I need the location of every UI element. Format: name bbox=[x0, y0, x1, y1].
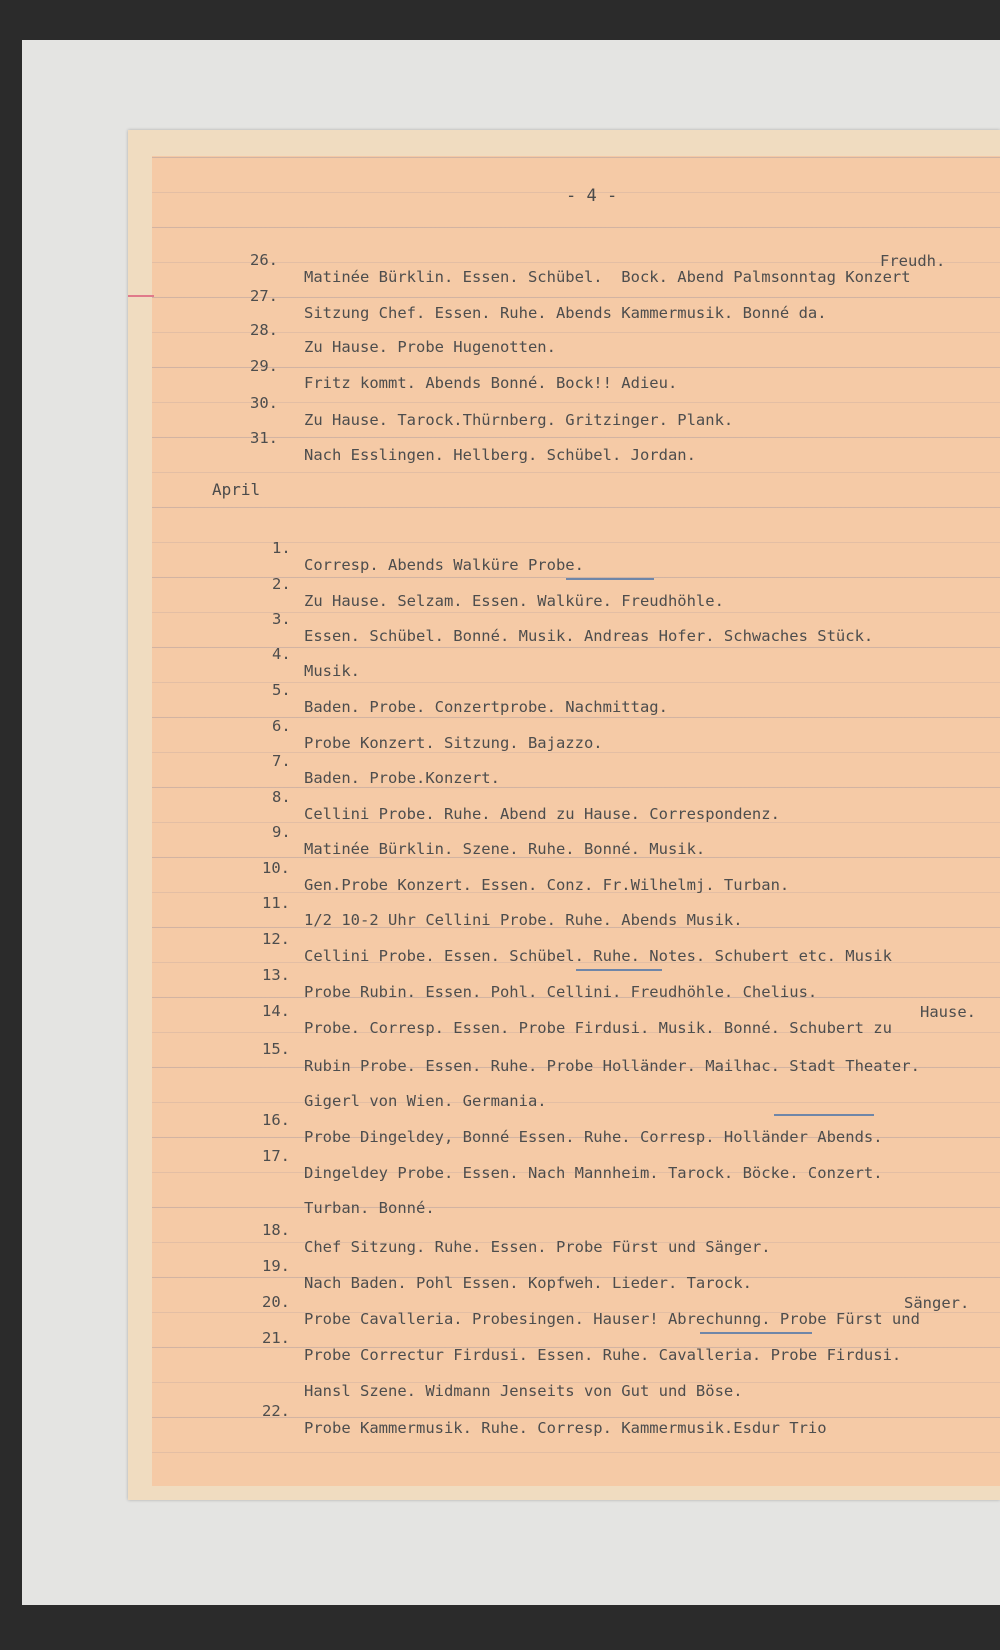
entry-text: Chef Sitzung. Ruhe. Essen. Probe Fürst und Sänger. bbox=[304, 1238, 771, 1256]
entry-number: 30. bbox=[250, 394, 278, 412]
entry-text: Zu Hause. Probe Hugenotten. bbox=[304, 338, 556, 356]
entry-number: 19. bbox=[262, 1257, 290, 1275]
entry-text: Probe Correctur Firdusi. Essen. Ruhe. Cavalleria. Probe Firdusi. bbox=[304, 1346, 902, 1364]
entry-number: 3. bbox=[272, 610, 291, 628]
entry-continuation: Freudh. bbox=[880, 252, 946, 270]
entry-number: 22. bbox=[262, 1402, 290, 1420]
entry-number: 21. bbox=[262, 1329, 290, 1347]
entry-number: 9. bbox=[272, 823, 291, 841]
entry-text: Zu Hause. Tarock.Thürnberg. Gritzinger. Plank. bbox=[304, 411, 734, 429]
entry-number: 7. bbox=[272, 752, 291, 770]
underline-mark bbox=[700, 1332, 812, 1334]
entry-number: 31. bbox=[250, 429, 278, 447]
entry-text: Zu Hause. Selzam. Essen. Walküre. Freudhöhle. bbox=[304, 592, 724, 610]
entry-number: 18. bbox=[262, 1221, 290, 1239]
entry-text: Essen. Schübel. Bonné. Musik. Andreas Hofer. Schwaches Stück. bbox=[304, 627, 874, 645]
entry-number: 13. bbox=[262, 966, 290, 984]
entry-number: 6. bbox=[272, 717, 291, 735]
underline-mark bbox=[566, 578, 654, 580]
entry-number: 8. bbox=[272, 788, 291, 806]
entry-number: 27. bbox=[250, 287, 278, 305]
entry-text: Probe Kammermusik. Ruhe. Corresp. Kammermusik.Esdur Trio bbox=[304, 1419, 827, 1437]
entry-text: Turban. Bonné. bbox=[304, 1199, 435, 1217]
entry-number: 10. bbox=[262, 859, 290, 877]
entry-text: Probe Dingeldey, Bonné Essen. Ruhe. Corresp. Holländer Abends. bbox=[304, 1128, 883, 1146]
entry-number: 29. bbox=[250, 357, 278, 375]
entry-text: Musik. bbox=[304, 662, 360, 680]
entry-number: 15. bbox=[262, 1040, 290, 1058]
entry-text: Probe Konzert. Sitzung. Bajazzo. bbox=[304, 734, 603, 752]
diary-entry bbox=[250, 235, 990, 286]
entry-text: Gen.Probe Konzert. Essen. Conz. Fr.Wilhelmj. Turban. bbox=[304, 876, 790, 894]
entry-text: Nach Baden. Pohl Essen. Kopfweh. Lieder. Tarock. bbox=[304, 1274, 752, 1292]
underline-mark bbox=[576, 969, 662, 971]
entry-number: 4. bbox=[272, 645, 291, 663]
underline-mark bbox=[774, 1114, 874, 1116]
entry-text: Baden. Probe.Konzert. bbox=[304, 769, 500, 787]
month-heading: April bbox=[212, 480, 261, 499]
entry-text: Probe Cavalleria. Probesingen. Hauser! Abrechunng. Probe Fürst und bbox=[304, 1310, 920, 1328]
entry-text: Cellini Probe. Ruhe. Abend zu Hause. Correspondenz. bbox=[304, 805, 780, 823]
entry-text: Dingeldey Probe. Essen. Nach Mannheim. Tarock. Böcke. Conzert. bbox=[304, 1164, 883, 1182]
entry-number: 1. bbox=[272, 539, 291, 557]
entry-number: 11. bbox=[262, 894, 290, 912]
page-number: - 4 - bbox=[566, 186, 618, 206]
entry-text: Probe. Corresp. Essen. Probe Firdusi. Musik. Bonné. Schubert zu bbox=[304, 1019, 892, 1037]
entry-text: Rubin Probe. Essen. Ruhe. Probe Holländer. Mailhac. Stadt Theater. bbox=[304, 1057, 920, 1075]
entry-continuation: Sänger. bbox=[904, 1294, 970, 1312]
entry-number: 14. bbox=[262, 1002, 290, 1020]
entry-number: 26. bbox=[250, 251, 278, 269]
margin-mark bbox=[128, 295, 154, 297]
entry-text: Nach Esslingen. Hellberg. Schübel. Jordan. bbox=[304, 446, 696, 464]
entry-text: Fritz kommt. Abends Bonné. Bock!! Adieu. bbox=[304, 374, 678, 392]
entry-number: 2. bbox=[272, 575, 291, 593]
entry-number: 20. bbox=[262, 1293, 290, 1311]
entry-text: Cellini Probe. Essen. Schübel. Ruhe. Notes. Schubert etc. Musik bbox=[304, 947, 892, 965]
entry-number: 17. bbox=[262, 1147, 290, 1165]
entry-text: Sitzung Chef. Essen. Ruhe. Abends Kammermusik. Bonné da. bbox=[304, 304, 827, 322]
entry-number: 16. bbox=[262, 1111, 290, 1129]
entry-text: 1/2 10-2 Uhr Cellini Probe. Ruhe. Abends Musik. bbox=[304, 911, 743, 929]
entry-text: Gigerl von Wien. Germania. bbox=[304, 1092, 547, 1110]
entry-number: 5. bbox=[272, 681, 291, 699]
entry-text: Matinée Bürklin. Szene. Ruhe. Bonné. Musik. bbox=[304, 840, 706, 858]
entry-number: 12. bbox=[262, 930, 290, 948]
entry-continuation: Hause. bbox=[920, 1003, 976, 1021]
entry-number: 28. bbox=[250, 321, 278, 339]
entry-text: Corresp. Abends Walküre Probe. bbox=[304, 556, 584, 574]
entry-text: Hansl Szene. Widmann Jenseits von Gut und Böse. bbox=[304, 1382, 743, 1400]
entry-text: Probe Rubin. Essen. Pohl. Cellini. Freudhöhle. Chelius. bbox=[304, 983, 818, 1001]
entry-text: Matinée Bürklin. Essen. Schübel. Bock. Abend Palmsonntag Konzert bbox=[304, 268, 911, 286]
entry-text: Baden. Probe. Conzertprobe. Nachmittag. bbox=[304, 698, 668, 716]
